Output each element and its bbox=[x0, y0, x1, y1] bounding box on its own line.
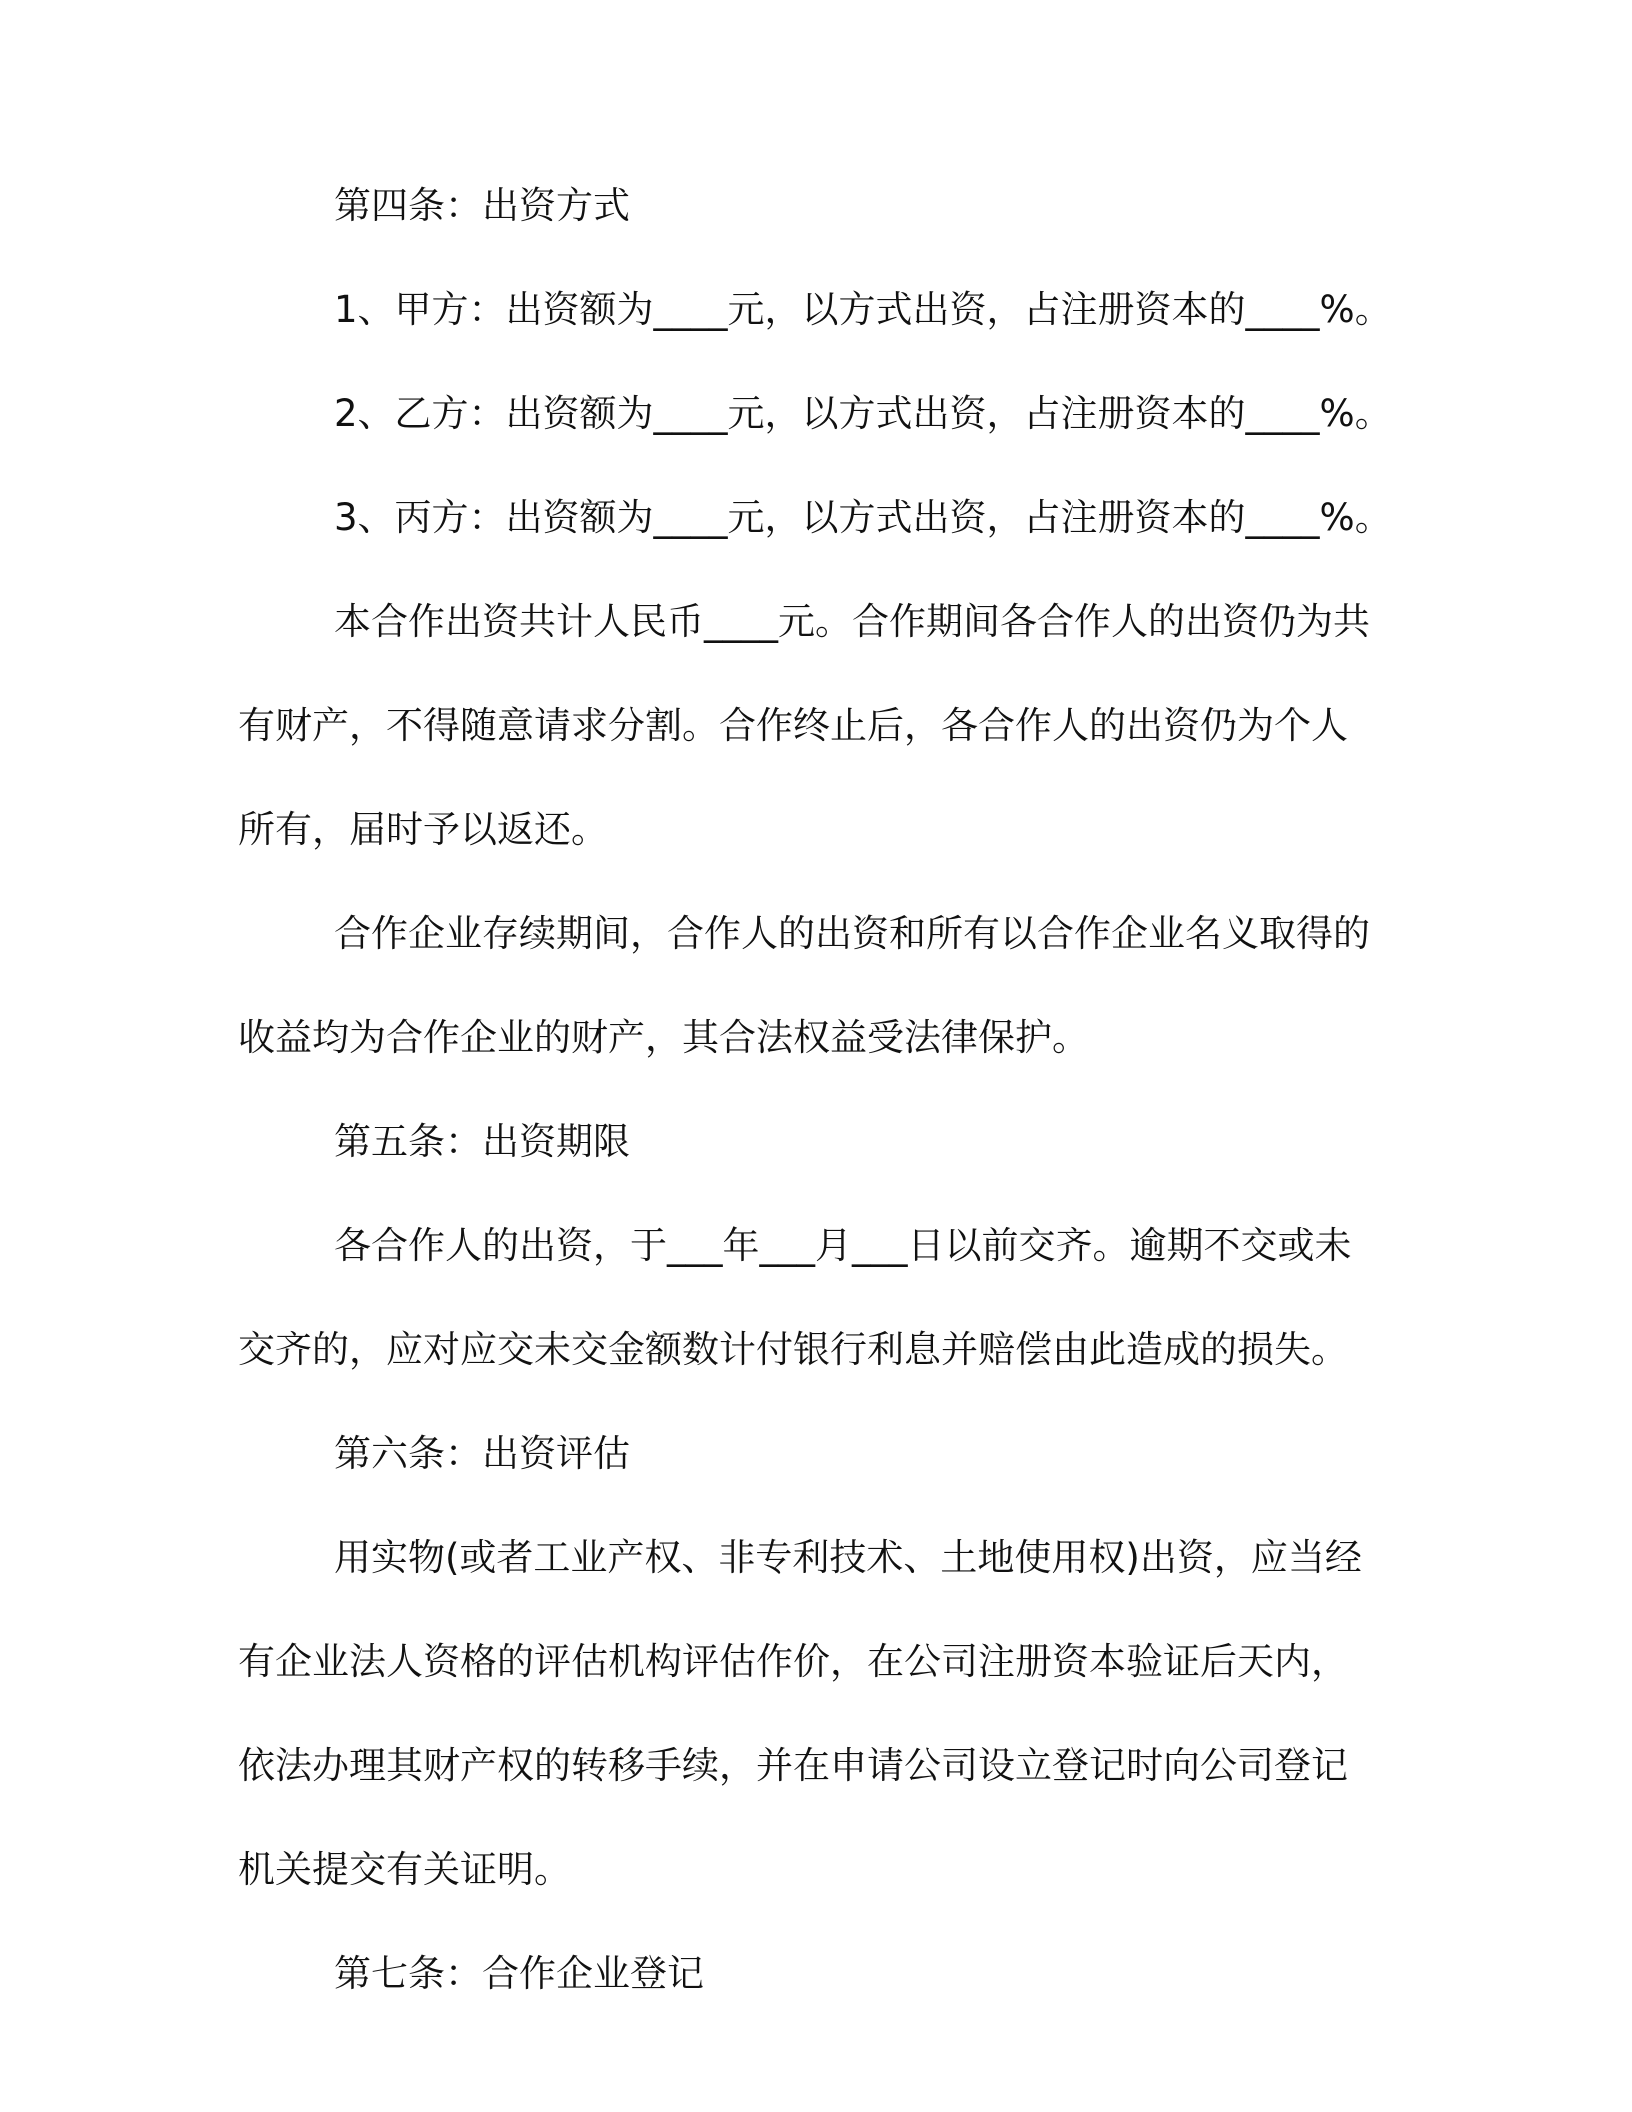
contribution-item-party-b: 2、乙方：出资额为____元，以方式出资，占注册资本的____%。 bbox=[334, 392, 1392, 435]
article-7-heading: 第七条：合作企业登记 bbox=[334, 1952, 704, 1995]
contribution-deadline-paragraph bbox=[238, 1220, 1398, 1376]
paragraph-line: 用实物(或者工业产权、非专利技术、土地使用权)出资，应当经 bbox=[334, 1536, 1362, 1579]
article-5-heading: 第五条：出资期限 bbox=[334, 1120, 630, 1163]
paragraph-line: 各合作人的出资，于___年___月___日以前交齐。逾期不交或未 bbox=[334, 1224, 1352, 1267]
paragraph-line: 有企业法人资格的评估机构评估作价，在公司注册资本验证后天内， bbox=[238, 1640, 1348, 1683]
document-body bbox=[238, 180, 1398, 2052]
paragraph-line: 有财产，不得随意请求分割。合作终止后，各合作人的出资仍为个人 bbox=[238, 704, 1348, 747]
contribution-item-party-c: 3、丙方：出资额为____元，以方式出资，占注册资本的____%。 bbox=[334, 496, 1392, 539]
total-contribution-paragraph bbox=[238, 596, 1398, 856]
paragraph-line: 本合作出资共计人民币____元。合作期间各合作人的出资仍为共 bbox=[334, 600, 1370, 643]
contribution-evaluation-paragraph bbox=[238, 1532, 1398, 1896]
article-4-heading: 第四条：出资方式 bbox=[334, 184, 630, 227]
paragraph-line: 所有，届时予以返还。 bbox=[238, 808, 608, 851]
paragraph-line: 合作企业存续期间，合作人的出资和所有以合作企业名义取得的 bbox=[334, 912, 1370, 955]
contribution-item-party-a: 1、甲方：出资额为____元，以方式出资，占注册资本的____%。 bbox=[334, 288, 1392, 331]
paragraph-line: 机关提交有关证明。 bbox=[238, 1848, 571, 1891]
paragraph-line: 依法办理其财产权的转移手续，并在申请公司设立登记时向公司登记 bbox=[238, 1744, 1348, 1787]
paragraph-line: 收益均为合作企业的财产，其合法权益受法律保护。 bbox=[238, 1016, 1089, 1059]
paragraph-line: 交齐的，应对应交未交金额数计付银行利息并赔偿由此造成的损失。 bbox=[238, 1328, 1348, 1371]
article-6-heading: 第六条：出资评估 bbox=[334, 1432, 630, 1475]
enterprise-property-paragraph bbox=[238, 908, 1398, 1064]
